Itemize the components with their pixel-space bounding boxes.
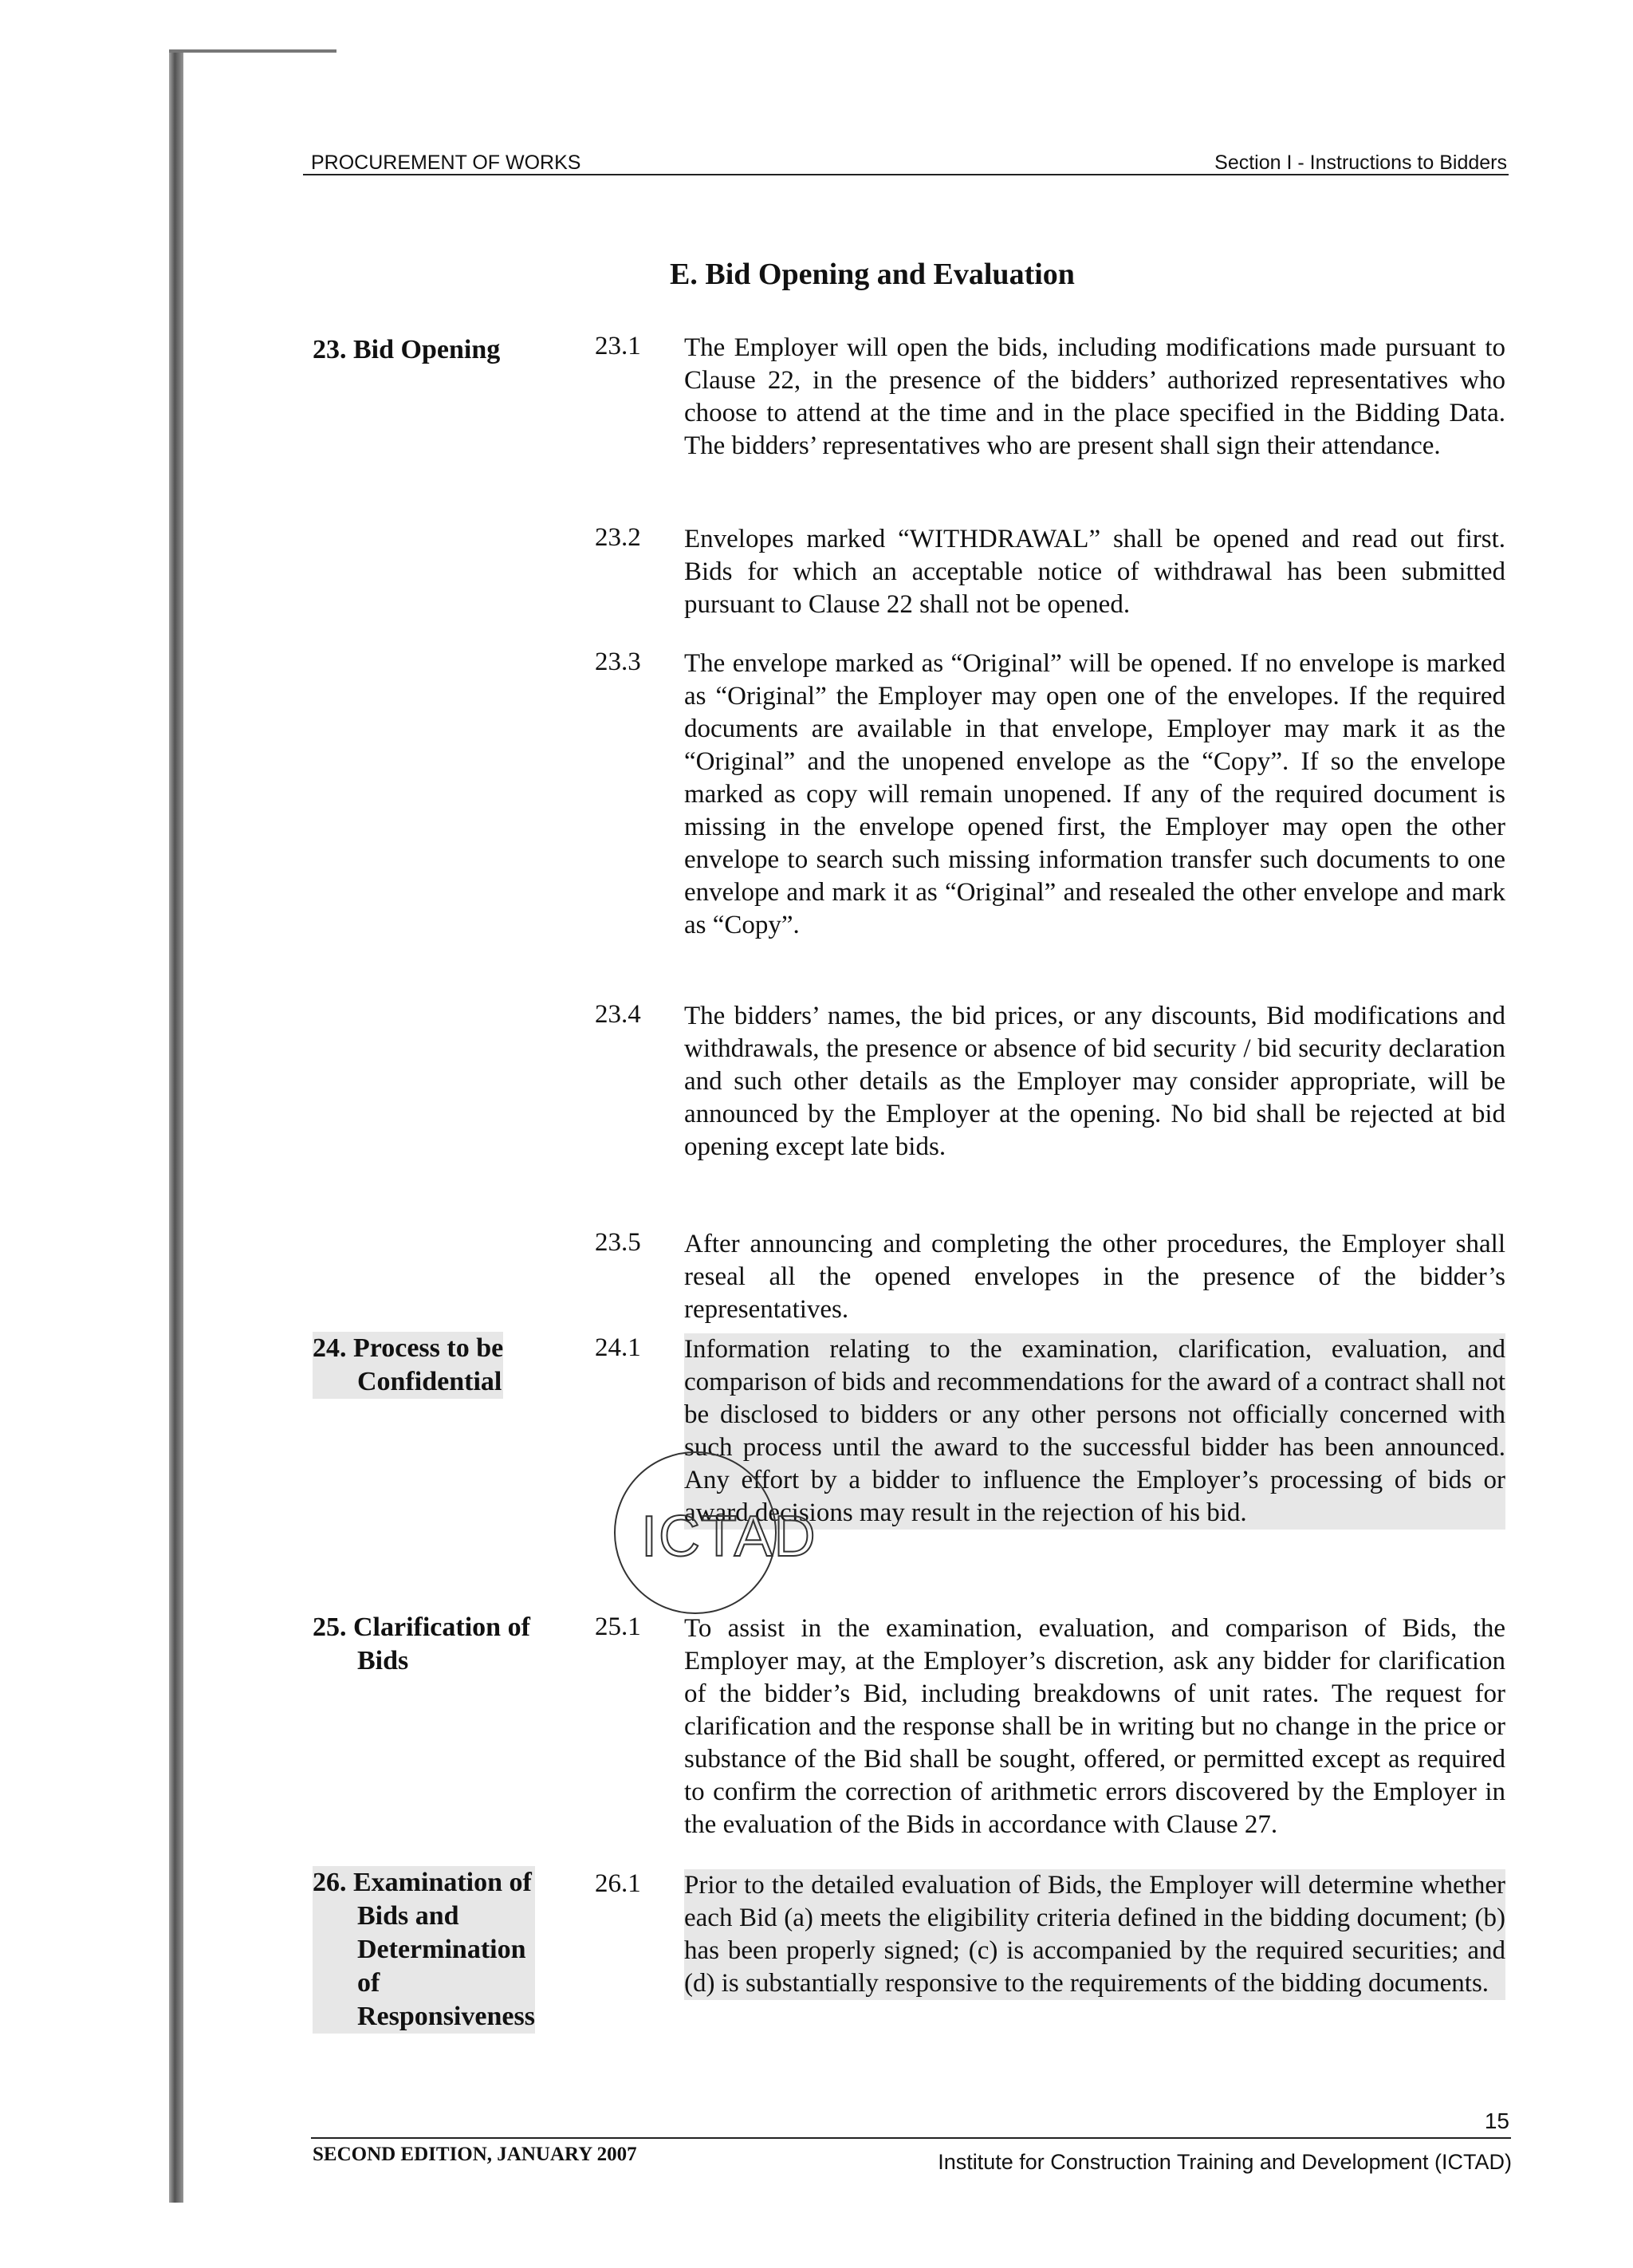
para-num-26-1: 26.1 xyxy=(595,1869,641,1898)
para-num-23-3: 23.3 xyxy=(595,648,641,676)
scan-binding-edge xyxy=(169,49,183,2203)
para-25-1: To assist in the examination, evaluation, and comparison of Bids, the Employer may, at the Employer’s discretion, ask any bidder for clarification of the bidder’s Bid, including breakdowns of unit rates. The request for clarification and the response shall be in writing but no change in the price or substance of the Bid shall be sought, offered, or permitted except as required to confirm the correction of arithmetic errors discovered by the Employer in the evaluation of the Bids in accordance with Clause 27. xyxy=(684,1614,1505,1839)
ictad-stamp xyxy=(614,1451,817,1614)
clause-title-24 xyxy=(313,1332,503,1399)
para-23-5: After announcing and completing the other procedures, the Employer shall reseal all the opened envelopes in the presence of the bidder’s representatives. xyxy=(684,1230,1505,1324)
para-26-1: Prior to the detailed evaluation of Bids, the Employer will determine whether each Bid (a) meets the eligibility criteria defined in the bidding document; (b) has been properly signed; (c) is accompanied by the required securities; and (d) is substantially responsive to the requirements of the bidding documents. xyxy=(684,1869,1505,2000)
clause-title-25 xyxy=(313,1611,530,1678)
clause-title-23-text: 23. Bid Opening xyxy=(313,335,501,364)
para-23-2: Envelopes marked “WITHDRAWAL” shall be opened and read out first. Bids for which an acceptable notice of withdrawal has been submitted pursuant to Clause 22 shall not be opened. xyxy=(684,525,1505,619)
clause-title-26-line1: 26. Examination of xyxy=(313,1868,532,1897)
para-24-1: Information relating to the examination, clarification, evaluation, and comparison of bids and recommendations for the award of a contract shall not be disclosed to bidders or any other persons not officially concerned with such process until the award to the successful bidder has been announced. Any effort by a bidder to influence the Employer’s processing of bids or award decisions may result in the rejection of his bid. xyxy=(684,1333,1505,1530)
para-num-24-1: 24.1 xyxy=(595,1333,641,1362)
footer-edition: SECOND EDITION, JANUARY 2007 xyxy=(313,2144,637,2165)
clause-title-24-line1: 24. Process to be xyxy=(313,1333,504,1363)
header-right: Section I - Instructions to Bidders xyxy=(1214,152,1507,174)
para-num-23-4: 23.4 xyxy=(595,1000,641,1029)
para-23-4: The bidders’ names, the bid prices, or any discounts, Bid modifications and withdrawals, the presence or absence of bid security / bid security declaration and such other details as the Employer may consider appropriate, will be announced by the Employer at the opening. No bid shall be rejected at bid opening except late bids. xyxy=(684,1002,1505,1161)
header-rule xyxy=(303,174,1509,175)
page-header xyxy=(311,152,1507,174)
para-23-1: The Employer will open the bids, including modifications made pursuant to Clause 22, in the presence of the bidders’ authorized representatives who choose to attend at the time and in the place specified in the Bidding Data. The bidders’ representatives who are present shall sign their attendance. xyxy=(684,333,1505,460)
clause-title-26 xyxy=(313,1866,535,2034)
page-number: 15 xyxy=(1484,2109,1509,2133)
para-num-23-5: 23.5 xyxy=(595,1228,641,1257)
clause-title-25-line1: 25. Clarification of xyxy=(313,1612,530,1642)
para-num-23-2: 23.2 xyxy=(595,523,641,552)
clause-title-26-line5: Responsiveness xyxy=(357,2002,535,2031)
para-num-23-1: 23.1 xyxy=(595,332,641,360)
section-title: E. Bid Opening and Evaluation xyxy=(670,258,1075,291)
clause-title-26-line3: Determination xyxy=(357,1935,526,1964)
scan-binding-top xyxy=(169,49,336,53)
para-23-3: The envelope marked as “Original” will be opened. If no envelope is marked as “Original” the Employer may open one of the envelopes. If the required documents are available in that envelope, Employer may mark it as the “Original” and the unopened envelope as the “Copy”. If so the envelope marked as copy will remain unopened. If any of the required document is missing in the envelope opened first, the Employer may open the other envelope to search such missing information transfer such documents to one envelope and mark it as “Original” and resealed the other envelope and mark as “Copy”. xyxy=(684,649,1505,939)
para-num-25-1: 25.1 xyxy=(595,1612,641,1641)
clause-title-26-line2: Bids and xyxy=(357,1901,459,1931)
footer-publisher: Institute for Construction Training and Development (ICTAD) xyxy=(938,2150,1512,2174)
ictad-stamp-text: ICTAD xyxy=(641,1505,817,1569)
clause-title-26-line4: of xyxy=(357,1968,380,1998)
header-left: PROCUREMENT OF WORKS xyxy=(311,152,581,174)
clause-title-25-line2: Bids xyxy=(357,1646,409,1675)
footer-rule xyxy=(311,2137,1511,2139)
clause-title-23 xyxy=(313,333,500,367)
clause-title-24-line2: Confidential xyxy=(357,1367,502,1396)
